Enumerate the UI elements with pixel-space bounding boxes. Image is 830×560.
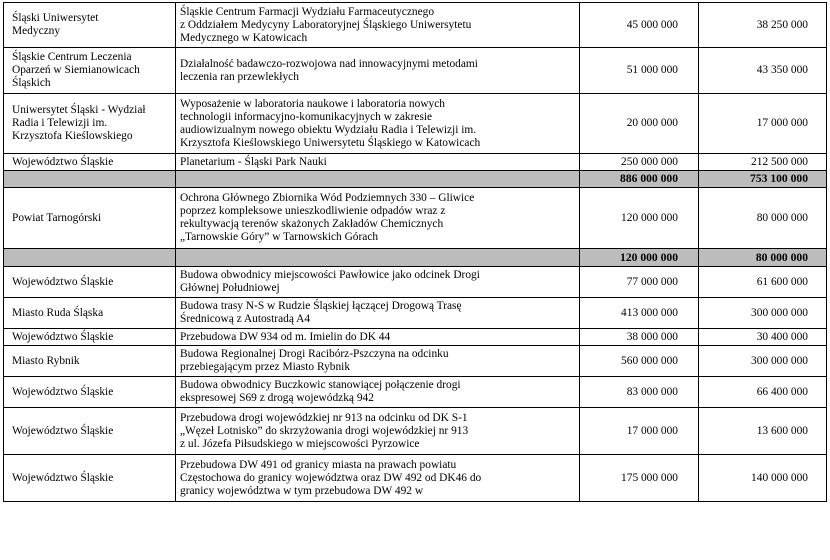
table-row	[4, 3, 827, 48]
amount-funding-cell: 61 600 000	[699, 267, 827, 298]
amount-total-cell: 175 000 000	[580, 455, 699, 502]
entity-line: Województwo Śląskie	[12, 330, 114, 343]
project-line: Średnicową z Autostradą A4	[180, 313, 311, 325]
project-line: z ul. Józefa Piłsudskiego w miejscowości Pyrzowice	[180, 437, 420, 450]
entity-line: Województwo Śląskie	[12, 471, 114, 484]
project-cell	[176, 171, 580, 188]
entity-cell	[4, 377, 176, 408]
table-row	[4, 298, 827, 329]
entity-line: Miasto Rybnik	[12, 354, 80, 367]
project-line: audiowizualnym nowego obiektu Wydziału Radia i Telewizji im.	[180, 123, 477, 136]
project-line: poprzez kompleksowe unieszkodliwienie odpadów wraz z	[180, 205, 446, 217]
project-line: ekspresowej S69 z drogą wojewódzką 942	[180, 392, 374, 404]
project-line: Przebudowa drogi wojewódzkiej nr 913 na odcinku od DK S-1	[180, 411, 468, 424]
entity-cell	[4, 171, 176, 188]
entity-line: Województwo Śląskie	[12, 275, 114, 288]
project-cell	[176, 267, 580, 298]
project-line: granicy województwa w tym przebudowa DW 492 w	[180, 484, 424, 497]
entity-line: Śląskich	[12, 77, 51, 89]
project-cell	[176, 346, 580, 377]
investment-table	[3, 2, 827, 502]
project-line: Działalność badawczo-rozwojowa nad innowacyjnymi metodami	[180, 57, 478, 70]
entity-cell	[4, 408, 176, 455]
project-cell	[176, 154, 580, 171]
entity-line: Województwo Śląskie	[12, 155, 114, 168]
project-line: Głównej Południowej	[180, 282, 280, 294]
project-cell	[176, 94, 580, 154]
entity-cell	[4, 329, 176, 346]
project-line: Krzysztofa Kieślowskiego Uniwersytetu Śląskiego w Katowicach	[180, 136, 481, 149]
project-line: Przebudowa DW 491 od granicy miasta na prawach powiatu	[180, 458, 457, 471]
amount-total-cell: 51 000 000	[580, 48, 699, 94]
entity-line: Radia i Telewizji im.	[12, 117, 108, 129]
project-cell	[176, 48, 580, 94]
amount-total-cell: 560 000 000	[580, 346, 699, 377]
project-line: „Tarnowskie Góry” w Tarnowskich Górach	[180, 231, 379, 243]
amount-total-cell: 83 000 000	[580, 377, 699, 408]
entity-cell	[4, 455, 176, 502]
table-row	[4, 154, 827, 171]
project-cell	[176, 298, 580, 329]
project-line: Częstochowa do granicy województwa oraz DW 492 od DK46 do	[180, 471, 482, 484]
entity-cell	[4, 94, 176, 154]
project-line: Planetarium - Śląski Park Nauki	[180, 155, 327, 168]
amount-funding-cell: 140 000 000	[699, 455, 827, 502]
project-line: z Oddziałem Medycyny Laboratoryjnej Śląskiego Uniwersytetu	[180, 18, 472, 31]
project-line: przebiegającym przez Miasto Rybnik	[180, 361, 351, 373]
amount-funding-cell: 43 350 000	[699, 48, 827, 94]
entity-line: Krzysztofa Kieślowskiego	[12, 130, 133, 142]
project-cell	[176, 3, 580, 48]
subtotal-amount-total: 120 000 000	[580, 249, 699, 267]
amount-total-cell: 20 000 000	[580, 94, 699, 154]
entity-cell	[4, 298, 176, 329]
table-row	[4, 346, 827, 377]
amount-total-cell: 120 000 000	[580, 188, 699, 249]
project-line: Wyposażenie w laboratoria naukowe i laboratoria nowych	[180, 97, 445, 110]
amount-funding-cell: 17 000 000	[699, 94, 827, 154]
entity-cell	[4, 154, 176, 171]
subtotal-row	[4, 171, 827, 188]
table-row	[4, 455, 827, 502]
project-line: Medycznego w Katowicach	[180, 31, 308, 44]
entity-line: Medyczny	[12, 25, 61, 37]
entity-line: Śląski Uniwersytet	[12, 12, 99, 24]
entity-cell	[4, 188, 176, 249]
subtotal-amount-total: 886 000 000	[580, 171, 699, 188]
amount-total-cell: 38 000 000	[580, 329, 699, 346]
table-row	[4, 267, 827, 298]
subtotal-amount-funding: 753 100 000	[699, 171, 827, 188]
project-cell	[176, 329, 580, 346]
project-line: Śląskie Centrum Farmacji Wydziału Farmaceutycznego	[180, 5, 435, 18]
project-line: rekultywacją terenów skażonych Zakładów Chemicznych	[180, 218, 444, 230]
entity-line: Województwo Śląskie	[12, 424, 114, 437]
project-cell	[176, 408, 580, 455]
entity-cell	[4, 3, 176, 48]
project-line: Ochrona Głównego Zbiornika Wód Podziemnych 330 – Gliwice	[180, 192, 475, 204]
table-body	[4, 3, 827, 502]
table-row	[4, 377, 827, 408]
amount-funding-cell: 80 000 000	[699, 188, 827, 249]
amount-total-cell: 250 000 000	[580, 154, 699, 171]
amount-funding-cell: 300 000 000	[699, 298, 827, 329]
table-row	[4, 94, 827, 154]
amount-total-cell: 45 000 000	[580, 3, 699, 48]
amount-funding-cell: 13 600 000	[699, 408, 827, 455]
entity-cell	[4, 249, 176, 267]
project-line: Przebudowa DW 934 od m. Imielin do DK 44	[180, 330, 391, 343]
amount-funding-cell: 212 500 000	[699, 154, 827, 171]
project-cell	[176, 249, 580, 267]
entity-line: Uniwersytet Śląski - Wydział	[12, 104, 146, 116]
entity-cell	[4, 346, 176, 377]
project-cell	[176, 188, 580, 249]
amount-funding-cell: 30 400 000	[699, 329, 827, 346]
table-row	[4, 329, 827, 346]
project-line: Budowa obwodnicy miejscowości Pawłowice jako odcinek Drogi	[180, 269, 480, 281]
amount-funding-cell: 66 400 000	[699, 377, 827, 408]
entity-cell	[4, 267, 176, 298]
amount-total-cell: 17 000 000	[580, 408, 699, 455]
project-line: Budowa obwodnicy Buczkowic stanowiącej połączenie drogi	[180, 379, 461, 391]
project-cell	[176, 377, 580, 408]
subtotal-row	[4, 249, 827, 267]
entity-line: Powiat Tarnogórski	[12, 211, 102, 224]
project-line: leczenia ran przewlekłych	[180, 70, 299, 83]
project-line: Budowa trasy N-S w Rudzie Śląskiej łączącej Drogową Trasę	[180, 300, 462, 312]
table-row	[4, 48, 827, 94]
table-row	[4, 188, 827, 249]
entity-line: Województwo Śląskie	[12, 385, 114, 398]
amount-funding-cell: 300 000 000	[699, 346, 827, 377]
entity-line: Miasto Ruda Śląska	[12, 306, 104, 319]
entity-line: Oparzeń w Siemianowicach	[12, 64, 140, 76]
subtotal-amount-funding: 80 000 000	[699, 249, 827, 267]
amount-total-cell: 413 000 000	[580, 298, 699, 329]
amount-total-cell: 77 000 000	[580, 267, 699, 298]
table-row	[4, 408, 827, 455]
amount-funding-cell: 38 250 000	[699, 3, 827, 48]
project-cell	[176, 455, 580, 502]
project-line: „Węzeł Lotnisko” do skrzyżowania drogi wojewódzkiej nr 913	[180, 424, 469, 437]
project-line: technologii informacyjno-komunikacyjnych w zakresie	[180, 110, 433, 123]
entity-line: Śląskie Centrum Leczenia	[12, 51, 132, 63]
project-line: Budowa Regionalnej Drogi Racibórz-Pszczyna na odcinku	[180, 348, 449, 360]
entity-cell	[4, 48, 176, 94]
